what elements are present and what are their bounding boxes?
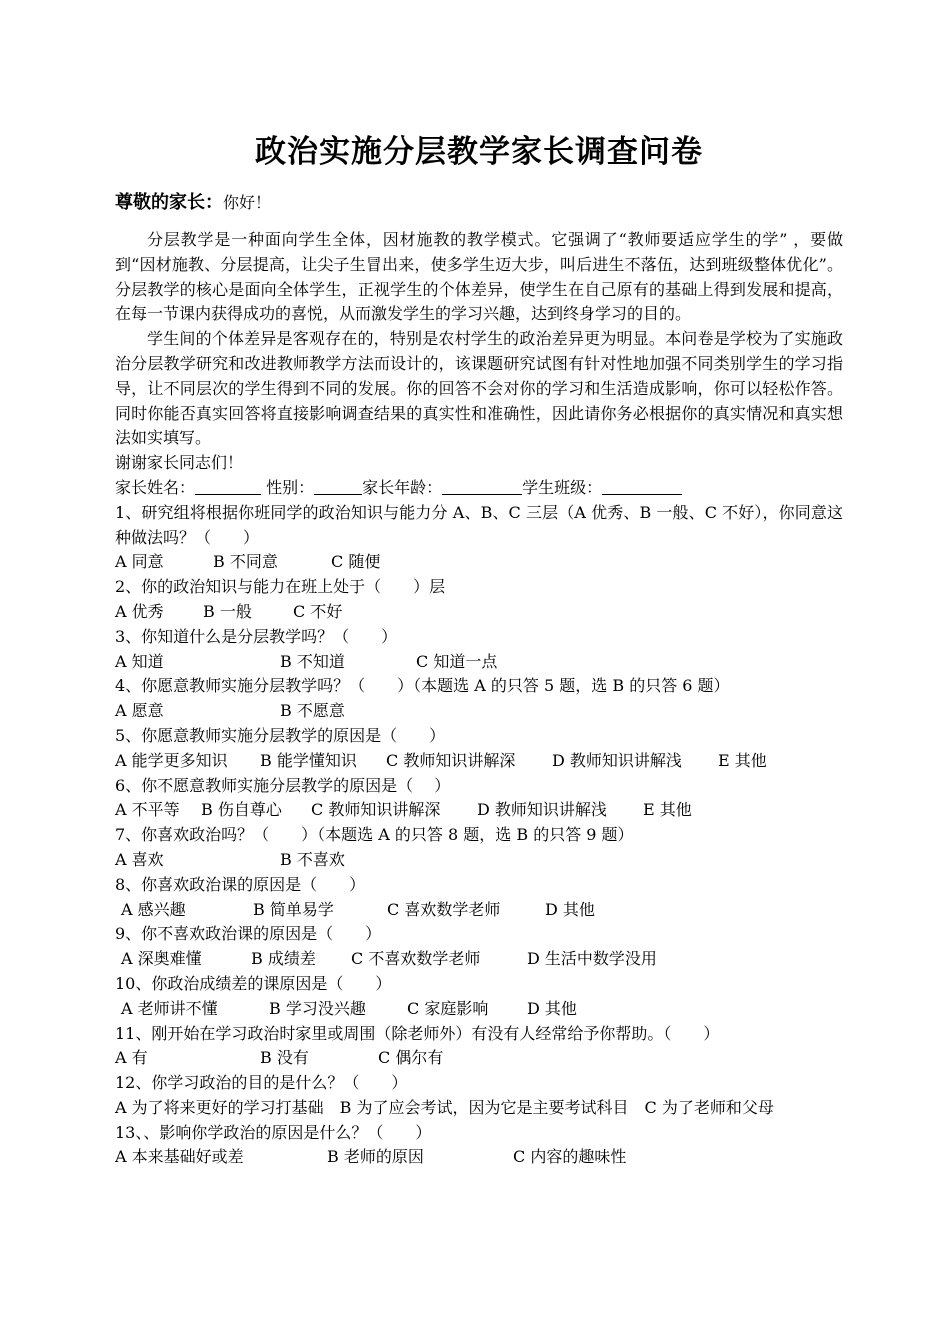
greeting bbox=[115, 190, 271, 216]
option[interactable]: C 不喜欢数学老师 bbox=[351, 949, 481, 969]
option[interactable]: B 成绩差 bbox=[251, 949, 316, 969]
option[interactable]: C 知道一点 bbox=[416, 651, 498, 671]
question-6-options bbox=[115, 798, 843, 823]
option[interactable]: D 教师知识讲解浅 bbox=[552, 750, 682, 770]
option[interactable]: B 一般 bbox=[203, 601, 252, 621]
thanks-line: 谢谢家长同志们！ bbox=[115, 453, 244, 473]
survey-body bbox=[115, 228, 843, 1170]
intro-paragraph: 分层教学是一种面向学生全体，因材施教的教学模式。它强调了“教师要适应学生的学” ，要做到“因材施教、分层提高，让尖子生冒出来，使多学生迈大步，叫后进生不落伍，达到班级整体优化”。分层教学的核心是面向全体学生，正视学生的个体差异，使学生在自己原有的基础上得到发展和提高，在每一节课内获得成功的喜悦，从而激发学生的学习兴趣，达到终身学习的目的。 bbox=[115, 230, 843, 324]
option[interactable]: C 喜欢数学老师 bbox=[387, 899, 501, 919]
question-6: 6、你不愿意教师实施分层教学的原因是（ ） bbox=[115, 775, 451, 795]
question-9: 9、你不喜欢政治课的原因是（ ） bbox=[115, 924, 382, 944]
option[interactable]: B 没有 bbox=[260, 1048, 309, 1068]
question-8-options bbox=[115, 898, 843, 923]
question-13-options bbox=[115, 1145, 843, 1170]
option[interactable]: A 同意 bbox=[115, 552, 164, 572]
option[interactable]: C 教师知识讲解深 bbox=[386, 750, 516, 770]
option[interactable]: A 愿意 bbox=[115, 701, 164, 721]
option[interactable]: D 其他 bbox=[545, 899, 595, 919]
question-10-options bbox=[115, 997, 843, 1022]
question-3-options bbox=[115, 650, 843, 675]
parent-name-field[interactable] bbox=[195, 478, 261, 495]
question-4-options bbox=[115, 699, 843, 724]
option[interactable]: C 不好 bbox=[293, 601, 343, 621]
option[interactable]: A 有 bbox=[115, 1048, 148, 1068]
option[interactable]: C 随便 bbox=[331, 552, 381, 572]
question-2-options bbox=[115, 600, 843, 625]
option[interactable]: B 不知道 bbox=[280, 651, 345, 671]
gender-label: 性别： bbox=[266, 477, 315, 497]
option[interactable]: C 家庭影响 bbox=[407, 998, 489, 1018]
option[interactable]: C 教师知识讲解深 bbox=[311, 800, 441, 820]
option[interactable]: D 教师知识讲解浅 bbox=[477, 800, 607, 820]
option[interactable]: E 其他 bbox=[718, 750, 767, 770]
option[interactable]: A 知道 bbox=[115, 651, 164, 671]
greeting-hello: 你好！ bbox=[223, 193, 272, 212]
parent-age-field[interactable] bbox=[442, 478, 522, 495]
option[interactable]: B 学习没兴趣 bbox=[269, 998, 366, 1018]
question-5: 5、你愿意教师实施分层教学的原因是（ ） bbox=[115, 725, 446, 745]
option[interactable]: A 感兴趣 bbox=[121, 899, 186, 919]
student-class-label: 学生班级： bbox=[522, 477, 603, 497]
question-12-options[interactable]: A 为了将来更好的学习打基础 B 为了应会考试，因为它是主要考试科目 C 为了老师和父母 bbox=[115, 1097, 774, 1117]
option[interactable]: D 其他 bbox=[527, 998, 577, 1018]
option[interactable]: A 老师讲不懂 bbox=[121, 998, 218, 1018]
parent-age-label: 家长年龄： bbox=[362, 477, 443, 497]
option[interactable]: B 不同意 bbox=[213, 552, 278, 572]
option[interactable]: B 能学懂知识 bbox=[260, 750, 357, 770]
option[interactable]: D 生活中数学没用 bbox=[527, 949, 657, 969]
question-13: 13、、影响你学政治的原因是什么？（ ） bbox=[115, 1122, 432, 1142]
option[interactable]: B 简单易学 bbox=[253, 899, 334, 919]
student-class-field[interactable] bbox=[602, 478, 682, 495]
question-11: 11、刚开始在学习政治时家里或周围（除老师外）有没有人经常给予你帮助。（ ） bbox=[115, 1023, 720, 1043]
question-4: 4、你愿意教师实施分层教学吗？（ ）（本题选 A 的只答 5 题，选 B 的只答 6 题） bbox=[115, 676, 730, 696]
option[interactable]: C 偶尔有 bbox=[378, 1048, 444, 1068]
question-9-options bbox=[115, 947, 843, 972]
option[interactable]: A 深奥难懂 bbox=[121, 949, 202, 969]
option[interactable]: A 不平等 bbox=[115, 800, 180, 820]
question-12: 12、你学习政治的目的是什么？（ ） bbox=[115, 1073, 408, 1093]
question-5-options bbox=[115, 749, 843, 774]
option[interactable]: A 能学更多知识 bbox=[115, 750, 228, 770]
greeting-salute: 尊敬的家长： bbox=[115, 192, 223, 213]
option[interactable]: A 优秀 bbox=[115, 601, 164, 621]
question-3: 3、你知道什么是分层教学吗？（ ） bbox=[115, 626, 398, 646]
question-1: 1、研究组将根据你班同学的政治知识与能力分 A、B、C 三层（A 优秀、B 一般、C 不好），你同意这种做法吗？（ ） bbox=[115, 502, 843, 547]
option[interactable]: E 其他 bbox=[643, 800, 692, 820]
question-11-options bbox=[115, 1046, 843, 1071]
gender-field[interactable] bbox=[314, 478, 362, 495]
question-1-options bbox=[115, 550, 843, 575]
question-2: 2、你的政治知识与能力在班上处于（ ）层 bbox=[115, 577, 446, 597]
option[interactable]: A 本来基础好或差 bbox=[115, 1147, 244, 1167]
option[interactable]: A 喜欢 bbox=[115, 849, 164, 869]
parent-info-form bbox=[115, 476, 843, 501]
question-8: 8、你喜欢政治课的原因是（ ） bbox=[115, 874, 366, 894]
question-7: 7、你喜欢政治吗？（ ）（本题选 A 的只答 8 题，选 B 的只答 9 题） bbox=[115, 825, 634, 845]
option[interactable]: B 不喜欢 bbox=[280, 849, 345, 869]
parent-name-label: 家长姓名： bbox=[115, 477, 196, 497]
option[interactable]: B 不愿意 bbox=[280, 701, 345, 721]
option[interactable]: B 老师的原因 bbox=[327, 1147, 424, 1167]
option[interactable]: C 内容的趣味性 bbox=[513, 1147, 627, 1167]
option[interactable]: B 伤自尊心 bbox=[201, 800, 282, 820]
page-title: 政治实施分层教学家长调查问卷 bbox=[255, 134, 703, 170]
purpose-paragraph: 学生间的个体差异是客观存在的，特别是农村学生的政治差异更为明显。本问卷是学校为了实施政治分层教学研究和改进教师教学方法而设计的，该课题研究试图有针对性地加强不同类别学生的学习指导，让不同层次的学生得到不同的发展。你的回答不会对你的学习和生活造成影响，你可以轻松作答。同时你能否真实回答将直接影响调查结果的真实性和准确性，因此请你务必根据你的真实情况和真实想法如实填写。 bbox=[115, 329, 843, 448]
question-7-options bbox=[115, 848, 843, 873]
question-10: 10、你政治成绩差的课原因是（ ） bbox=[115, 973, 392, 993]
